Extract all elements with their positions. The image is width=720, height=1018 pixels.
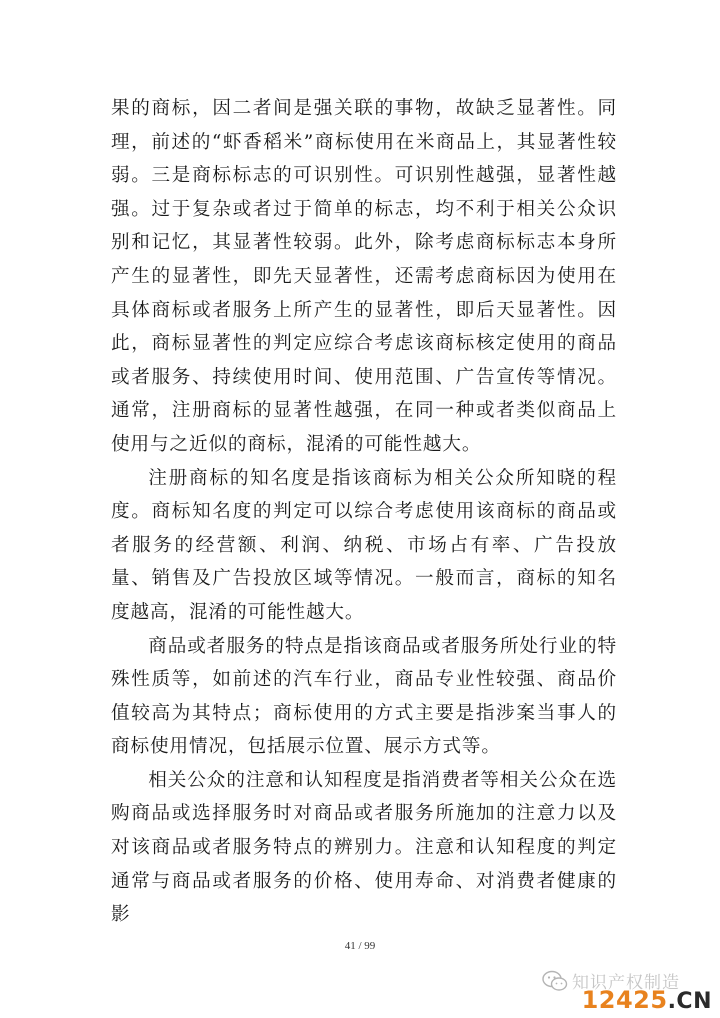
watermark	[542, 964, 712, 1014]
site-logo-tld: .CN	[667, 989, 712, 1014]
site-logo	[582, 986, 712, 1014]
wechat-icon	[542, 970, 568, 992]
paragraph-3: 商品或者服务的特点是指该商品或者服务所处行业的特殊性质等，如前述的汽车行业，商品专业性较强、商品价值较高为其特点；商标使用的方式主要是指涉案当事人的商标使用情况，包括展示位置、展示方式等。	[111, 635, 617, 758]
site-logo-number: 12425	[581, 986, 668, 1014]
paragraph-1: 果的商标，因二者间是强关联的事物，故缺乏显著性。同理，前述的“虾香稻米”商标使用在米商品上，其显著性较弱。三是商标标志的可识别性。可识别性越强，显著性越强。过于复杂或者过于简单的标志，均不利于相关公众识别和记忆，其显著性较弱。此外，除考虑商标标志本身所产生的显著性，即先天显著性，还需考虑商标因为使用在具体商标或者服务上所产生的显著性，即后天显著性。因此，商标显著性的判定应综合考虑该商标核定使用的商品或者服务、持续使用时间、使用范围、广告宣传等情况。通常，注册商标的显著性越强，在同一种或者类似商品上使用与之近似的商标，混淆的可能性越大。	[111, 98, 617, 455]
document-body	[111, 92, 617, 932]
watermark-text: 知识产权制造	[572, 973, 680, 993]
paragraph-4: 相关公众的注意和认知程度是指消费者等相关公众在选购商品或选择服务时对商品或者服务所施加的注意力以及对该商品或者服务特点的辨别力。注意和认知程度的判定通常与商品或者服务的价格、使用寿命、对消费者健康的影	[111, 769, 617, 926]
page-number: 41 / 99	[344, 940, 376, 952]
paragraph-2: 注册商标的知名度是指该商标为相关公众所知晓的程度。商标知名度的判定可以综合考虑使用该商标的商品或者服务的经营额、利润、纳税、市场占有率、广告投放量、销售及广告投放区域等情况。一般而言，商标的知名度越高，混淆的可能性越大。	[111, 467, 617, 623]
